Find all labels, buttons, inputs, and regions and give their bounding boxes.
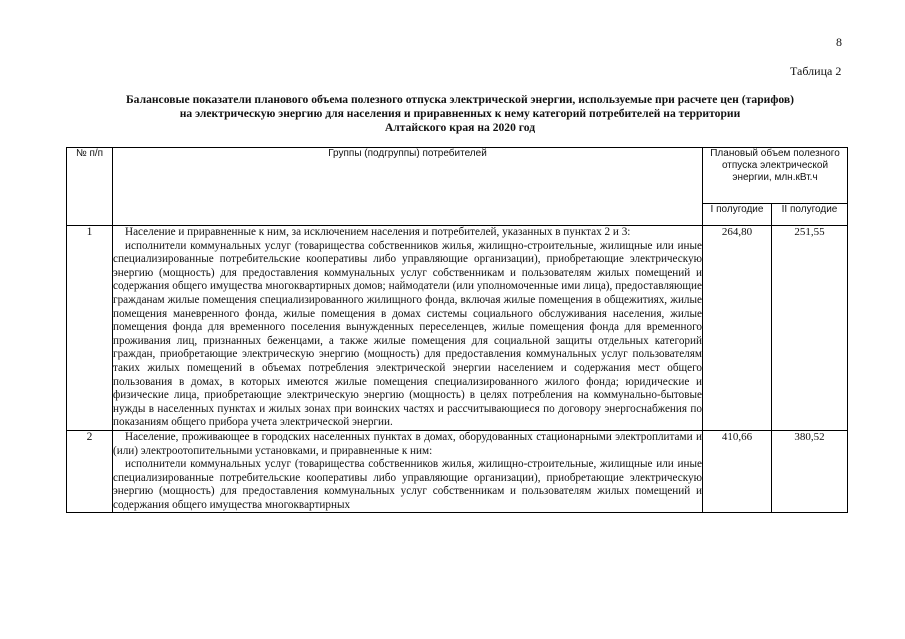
row-value-half-1: 264,80 <box>703 226 772 431</box>
table-row <box>67 226 848 431</box>
table-row <box>67 430 848 513</box>
header-group: Группы (подгруппы) потребителей <box>113 148 703 226</box>
row-intro: Население и приравненные к ним, за исключением населения и потребителей, указанных в пунктах 2 и 3: <box>125 226 631 238</box>
title-line-1: Балансовые показатели планового объема полезного отпуска электрической энергии, используемые при расчете цен (тарифов) <box>126 93 794 106</box>
row-intro: Население, проживающее в городских населенных пунктах в домах, оборудованных стационарными электроплитами и (или) электроотопительными установками, и приравненные к ним: <box>113 430 702 457</box>
row-group-text <box>113 226 703 431</box>
row-detail: исполнители коммунальных услуг (товарищества собственников жилья, жилищно-строительные, жилищные или иные специализированные потребительские кооперативы либо управляющие организации), приобретающие электрическую энергию (мощность) для предоставления коммунальных услуг собственникам и пользователям жилых помещений и содержания общего имущества многоквартирных <box>113 458 702 511</box>
row-value-half-1: 410,66 <box>703 430 772 513</box>
header-half-1: I полугодие <box>703 204 772 226</box>
row-number: 2 <box>67 430 113 513</box>
header-half-2: II полугодие <box>772 204 848 226</box>
page-number: 8 <box>836 35 842 49</box>
title-line-2: на электрическую энергию для населения и приравненных к нему категорий потребителей на территории <box>179 107 741 120</box>
row-group-text <box>113 430 703 513</box>
balance-table <box>66 147 848 513</box>
header-num: № п/п <box>67 148 113 226</box>
table-label: Таблица 2 <box>790 64 842 78</box>
row-value-half-2: 380,52 <box>772 430 848 513</box>
row-detail: исполнители коммунальных услуг (товарищества собственников жилья, жилищно-строительные, жилищные или иные специализированные потребительские кооперативы либо управляющие организации), приобретающие электрическую энергию (мощность) для предоставления коммунальных услуг собственникам и пользователям жилых помещений и содержания общего имущества многоквартирных домов; наймодатели (или уполномоченные ими лица), предоставляющие гражданам жилые помещения специализированного жилищного фонда, включая жилые помещения в общежитиях, жилые помещения маневренного фонда, жилые помещения в домах системы социального обслуживания населения, жилые помещения фонда для временного поселения вынужденных переселенцев, жилые помещения фонда для временного проживания лиц, признанных беженцами, а также жилые помещения для социальной защиты отдельных категорий граждан, приобретающие электрическую энергию (мощность) для предоставления коммунальных услуг пользователям таких жилых помещений в объемах потребления электрической энергии населением и содержания мест общего пользования в домах, в которых имеются жилые помещения специализированного жилого фонда; юридические и физические лица, приобретающие электрическую энергию (мощность) в целях потребления на коммунально-бытовые нужды в населенных пунктах и жилых зонах при воинских частях и рассчитывающиеся по договору энергоснабжения по показаниям общего прибора учета электрической энергии. <box>113 239 702 429</box>
header-volume: Плановый объем полезного отпуска электрической энергии, млн.кВт.ч <box>703 148 848 204</box>
row-number: 1 <box>67 226 113 431</box>
title-line-3: Алтайского края на 2020 год <box>384 121 536 134</box>
document-title <box>70 93 850 135</box>
row-value-half-2: 251,55 <box>772 226 848 431</box>
